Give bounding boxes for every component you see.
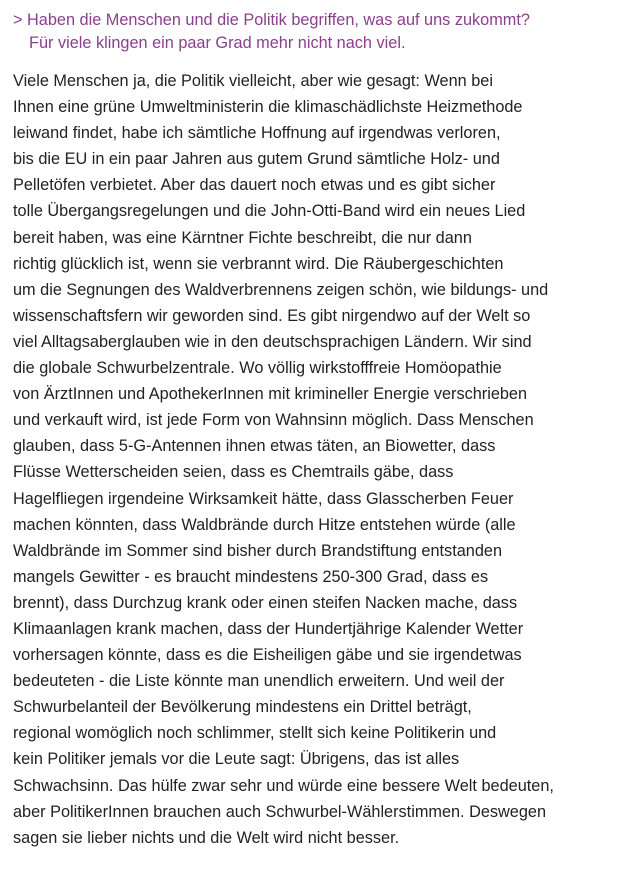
answer-paragraph <box>13 68 625 851</box>
answer-line: um die Segnungen des Waldverbrennens zeigen schön, wie bildungs- und <box>13 280 549 299</box>
answer-line: vorhersagen könnte, dass es die Eisheiligen gäbe und sie irgendetwas <box>13 646 522 665</box>
answer-line: von ÄrztInnen und ApothekerInnen mit krimineller Energie verschrieben <box>13 385 528 404</box>
answer-line: brennt), dass Durchzug krank oder einen steifen Nacken mache, dass <box>13 593 518 612</box>
answer-line: und verkauft wird, ist jede Form von Wahnsinn möglich. Dass Menschen <box>13 411 534 430</box>
answer-line: Ihnen eine grüne Umweltministerin die klimaschädlichste Heizmethode <box>13 98 523 117</box>
answer-line: Schwurbelanteil der Bevölkerung mindestens ein Drittel beträgt, <box>13 698 472 717</box>
answer-line: glauben, dass 5-G-Antennen ihnen etwas täten, an Biowetter, dass <box>13 437 496 456</box>
answer-line: mangels Gewitter - es braucht mindestens 250-300 Grad, dass es <box>13 567 489 586</box>
question-line: Für viele klingen ein paar Grad mehr nicht nach viel. <box>29 34 406 52</box>
answer-line: Pelletöfen verbietet. Aber das dauert noch etwas und es gibt sicher <box>13 176 496 195</box>
answer-line: kein Politiker jemals vor die Leute sagt: Übrigens, das ist alles <box>13 750 460 769</box>
answer-line: bedeuteten - die Liste könnte man unendlich erweitern. Und weil der <box>13 672 505 691</box>
answer-line: Viele Menschen ja, die Politik vielleicht, aber wie gesagt: Wenn bei <box>13 72 493 90</box>
answer-line: Klimaanlagen krank machen, dass der Hundertjährige Kalender Wetter <box>13 619 524 638</box>
answer-line: Waldbrände im Sommer sind bisher durch Brandstiftung entstanden <box>13 541 502 560</box>
quoted-question <box>13 9 623 55</box>
answer-line: Hagelfliegen irgendeine Wirksamkeit hätte, dass Glasscherben Feuer <box>13 489 514 508</box>
answer-line: regional womöglich noch schlimmer, stellt sich keine Politikerin und <box>13 724 497 743</box>
answer-line: bereit haben, was eine Kärntner Fichte beschreibt, die nur dann <box>13 228 472 247</box>
answer-line: bis die EU in ein paar Jahren aus gutem Grund sämtliche Holz- und <box>13 150 500 169</box>
answer-line: viel Alltagsaberglauben wie in den deutschsprachigen Ländern. Wir sind <box>13 332 532 351</box>
answer-line: machen könnten, dass Waldbrände durch Hitze entstehen würde (alle <box>13 515 516 534</box>
answer-line: tolle Übergangsregelungen und die John-Otti-Band wird ein neues Lied <box>13 202 526 221</box>
answer-line: leiwand findet, habe ich sämtliche Hoffnung auf irgendwas verloren, <box>13 124 501 143</box>
answer-line: aber PolitikerInnen brauchen auch Schwurbel-Wählerstimmen. Deswegen <box>13 802 547 821</box>
answer-line: sagen sie lieber nichts und die Welt wird nicht besser. <box>13 828 400 847</box>
question-line: > Haben die Menschen und die Politik begriffen, was auf uns zukommt? <box>13 11 530 29</box>
answer-line: richtig glücklich ist, wenn sie verbrannt wird. Die Räubergeschichten <box>13 254 504 273</box>
answer-line: Schwachsinn. Das hülfe zwar sehr und würde eine bessere Welt bedeuten, <box>13 776 554 795</box>
answer-line: Flüsse Wetterscheiden seien, dass es Chemtrails gäbe, dass <box>13 463 454 482</box>
answer-line: die globale Schwurbelzentrale. Wo völlig wirkstofffreie Homöopathie <box>13 359 502 378</box>
answer-line: wissenschaftsfern wir geworden sind. Es gibt nirgendwo auf der Welt so <box>13 306 531 325</box>
